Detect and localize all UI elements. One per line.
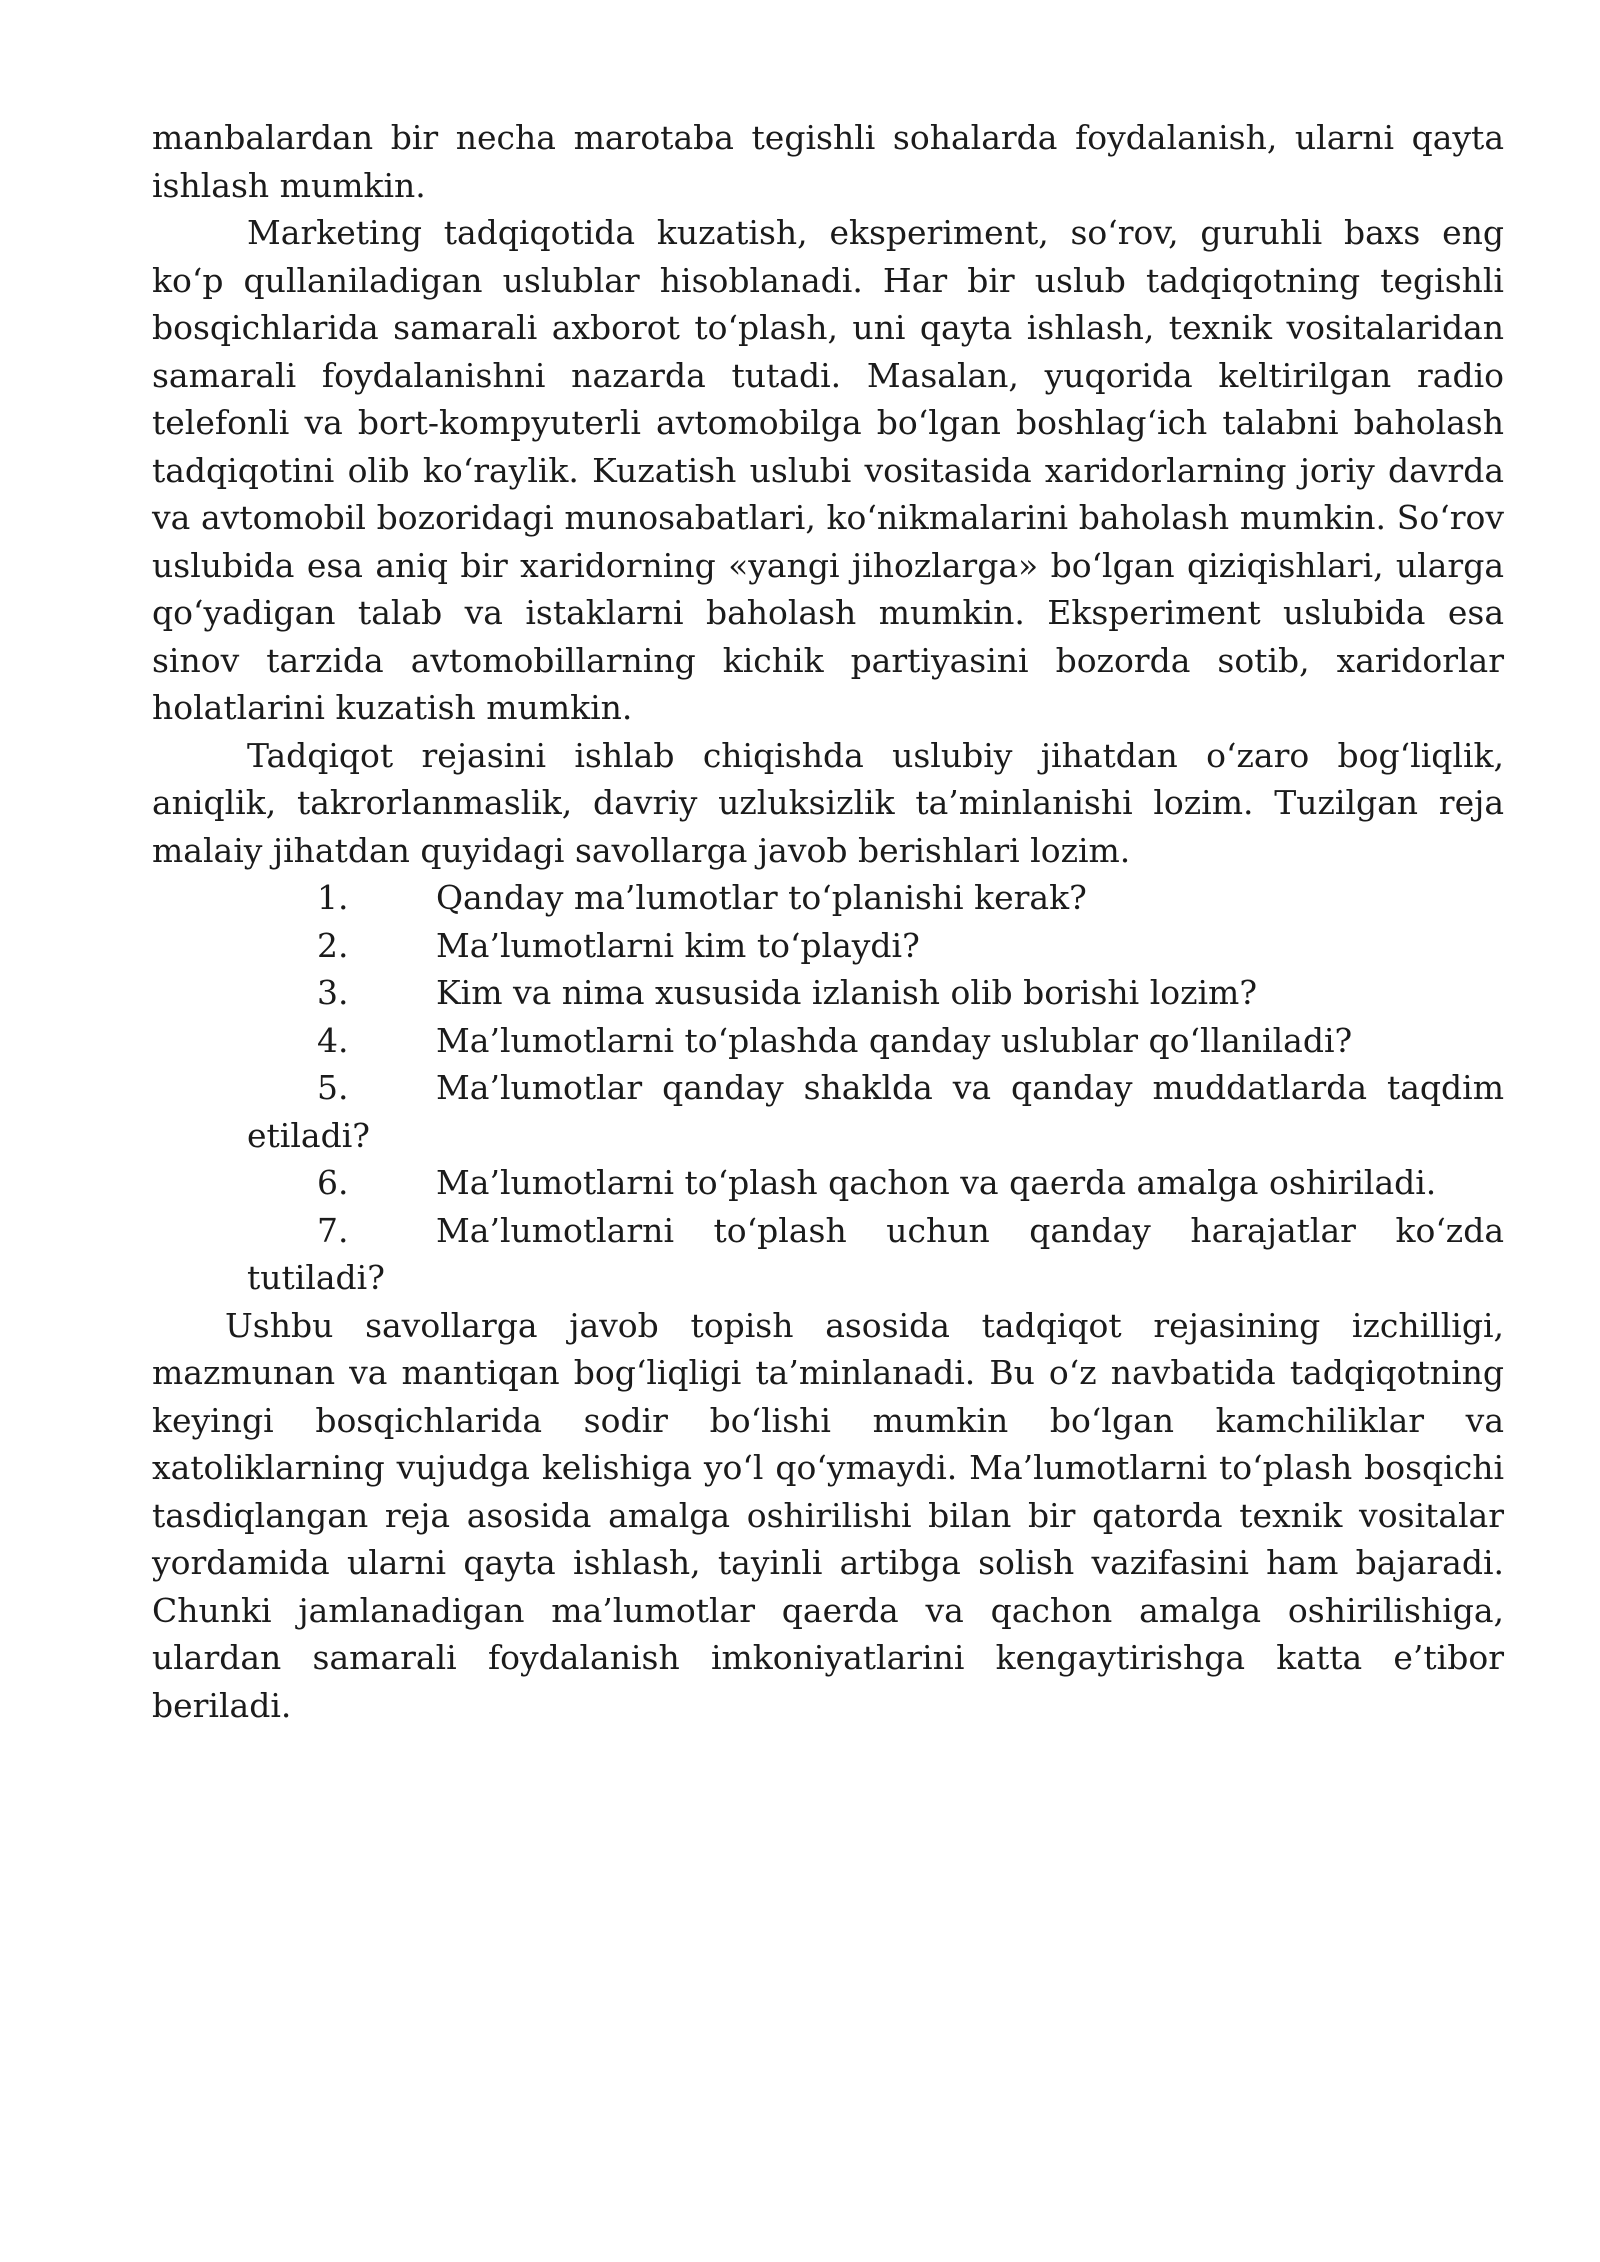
questions-list — [152, 874, 1504, 1302]
list-item-number: 2. — [317, 925, 349, 965]
list-item — [152, 1159, 1504, 1207]
paragraph-research-plan: Tadqiqot rejasini ishlab chiqishda uslubiy jihatdan o‘zaro bog‘liqlik, aniqlik, takrorlanmaslik, davriy uzluksizlik ta’minlanishi lozim. Tuzilgan reja malaiy jihatdan quyidagi savollarga javob berishlari lozim. — [152, 735, 1504, 870]
list-item — [152, 969, 1504, 1017]
list-item-text: Kim va nima xususida izlanish olib borishi lozim? — [436, 973, 1258, 1012]
list-item — [152, 922, 1504, 970]
list-item-number: 1. — [317, 878, 349, 917]
list-item-text: Ma’lumotlarni to‘plash uchun qanday harajatlar ko‘zda tutiladi? — [247, 1210, 1504, 1297]
paragraph-intro-continuation: manbalardan bir necha marotaba tegishli sohalarda foydalanish, ularni qayta ishlash mumkin. — [152, 118, 1504, 205]
list-item-text: Ma’lumotlarni to‘plashda qanday uslublar qo‘llaniladi? — [436, 1020, 1353, 1060]
list-item — [152, 874, 1504, 922]
list-item-number: 6. — [317, 1163, 349, 1202]
paragraph-conclusion: Ushbu savollarga javob topish asosida tadqiqot rejasining izchilligi, mazmunan va mantiqan bog‘liqligi ta’minlanadi. Bu o‘z navbatida tadqiqotning keyingi bosqichlarida sodir bo‘lishi mumkin bo‘lgan kamchiliklar va xatoliklarning vujudga kelishiga yo‘l qo‘ymaydi. Ma’lumotlarni to‘plash bosqichi tasdiqlangan reja asosida amalga oshirilishi bilan bir qatorda texnik vositalar yordamida ularni qayta ishlash, tayinli artibga solish vazifasini ham bajaradi. Chunki jamlanadigan ma’lumotlar qaerda va qachon amalga oshirilishiga, ulardan samarali foydalanish imkoniyatlarini kengaytirishga katta e’tibor beriladi. — [152, 1305, 1504, 1725]
list-item-text: Ma’lumotlarni to‘plash qachon va qaerda amalga oshiriladi. — [436, 1163, 1437, 1202]
list-item-number: 7. — [317, 1210, 349, 1250]
list-item — [152, 1064, 1504, 1159]
list-item-text: Qanday ma’lumotlar to‘planishi kerak? — [436, 878, 1087, 917]
document-page — [152, 114, 1504, 1729]
list-item-text: Ma’lumotlar qanday shaklda va qanday muddatlarda taqdim etiladi? — [247, 1068, 1504, 1155]
list-item — [152, 1207, 1504, 1302]
list-item-number: 5. — [317, 1068, 349, 1107]
list-item — [152, 1017, 1504, 1065]
list-item-text: Ma’lumotlarni kim to‘playdi? — [436, 925, 920, 965]
list-item-number: 3. — [317, 973, 349, 1012]
paragraph-research-methods: Marketing tadqiqotida kuzatish, eksperiment, so‘rov, guruhli baxs eng ko‘p qullaniladigan uslublar hisoblanadi. Har bir uslub tadqiqotning tegishli bosqichlarida samarali axborot to‘plash, uni qayta ishlash, texnik vositalaridan samarali foydalanishni nazarda tutadi. Masalan, yuqorida keltirilgan radio telefonli va bort-kompyuterli avtomobilga bo‘lgan boshlag‘ich talabni baholash tadqiqotini olib ko‘raylik. Kuzatish uslubi vositasida xaridorlarning joriy davrda va avtomobil bozoridagi munosabatlari, ko‘nikmalarini baholash mumkin. So‘rov uslubida esa aniq bir xaridorning «yangi jihozlarga» bo‘lgan qiziqishlari, ularga qo‘yadigan talab va istaklarni baholash mumkin. Eksperiment uslubida esa sinov tarzida avtomobillarning kichik partiyasini bozorda sotib, xaridorlar holatlarini kuzatish mumkin. — [152, 213, 1504, 727]
list-item-number: 4. — [317, 1020, 349, 1060]
